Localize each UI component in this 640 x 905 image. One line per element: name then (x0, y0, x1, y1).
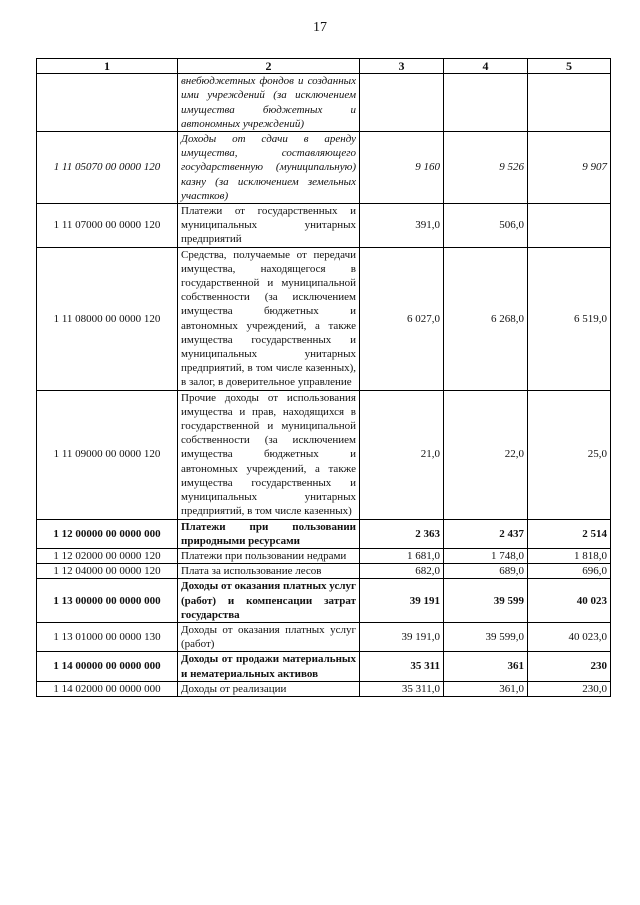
row-value-3 (360, 74, 444, 132)
row-value-4 (444, 74, 528, 132)
row-value-5 (528, 74, 611, 132)
row-value-4: 689,0 (444, 564, 528, 579)
row-name: внебюджетных фондов и созданных ими учреждений (за исключением имущества бюджетных и автономных учреждений) (178, 74, 360, 132)
table-row (37, 390, 611, 519)
row-value-3: 682,0 (360, 564, 444, 579)
row-name: Доходы от сдачи в аренду имущества, составляющего государственную (муниципальную) казну (за исключением земельных участков) (178, 132, 360, 204)
row-value-3: 9 160 (360, 132, 444, 204)
row-value-4: 361 (444, 652, 528, 681)
row-value-5 (528, 204, 611, 248)
table-header-row (37, 59, 611, 74)
table-row (37, 681, 611, 696)
table-row (37, 519, 611, 548)
column-header-1: 1 (37, 59, 178, 74)
row-name: Платежи от государственных и муниципальных унитарных предприятий (178, 204, 360, 248)
table-row (37, 204, 611, 248)
row-code: 1 11 07000 00 0000 120 (37, 204, 178, 248)
row-name: Прочие доходы от использования имущества и прав, находящихся в государственной и муниципальной собственности (за исключением имущества бюджетных и автономных учреждений, а также имущества государственных и муниципальных унитарных предприятий, в том числе казенных) (178, 390, 360, 519)
row-value-5: 40 023 (528, 579, 611, 623)
row-value-4: 39 599 (444, 579, 528, 623)
table-row (37, 548, 611, 563)
row-value-3: 391,0 (360, 204, 444, 248)
row-value-5: 40 023,0 (528, 622, 611, 651)
row-name: Доходы от оказания платных услуг (работ) (178, 622, 360, 651)
row-name: Платежи при пользовании природными ресурсами (178, 519, 360, 548)
row-code: 1 11 09000 00 0000 120 (37, 390, 178, 519)
row-value-4: 39 599,0 (444, 622, 528, 651)
row-code: 1 13 01000 00 0000 130 (37, 622, 178, 651)
table-row (37, 132, 611, 204)
row-value-3: 35 311,0 (360, 681, 444, 696)
row-value-5: 6 519,0 (528, 247, 611, 390)
row-code: 1 12 00000 00 0000 000 (37, 519, 178, 548)
table-row (37, 579, 611, 623)
row-value-3: 35 311 (360, 652, 444, 681)
column-header-3: 3 (360, 59, 444, 74)
row-name: Доходы от реализации (178, 681, 360, 696)
row-value-3: 39 191,0 (360, 622, 444, 651)
row-value-3: 39 191 (360, 579, 444, 623)
column-header-2: 2 (178, 59, 360, 74)
row-name: Средства, получаемые от передачи имущества, находящегося в государственной и муниципальной собственности (за исключением имущества бюджетных и автономных учреждений, а также имущества государственных и муниципальных унитарных предприятий, в том числе казенных), в залог, в доверительное управление (178, 247, 360, 390)
row-code: 1 11 05070 00 0000 120 (37, 132, 178, 204)
row-value-4: 6 268,0 (444, 247, 528, 390)
column-header-5: 5 (528, 59, 611, 74)
table-row (37, 74, 611, 132)
row-value-3: 21,0 (360, 390, 444, 519)
row-code: 1 12 02000 00 0000 120 (37, 548, 178, 563)
row-value-5: 696,0 (528, 564, 611, 579)
row-value-5: 230 (528, 652, 611, 681)
row-name: Плата за использование лесов (178, 564, 360, 579)
budget-table (36, 58, 611, 697)
row-code: 1 12 04000 00 0000 120 (37, 564, 178, 579)
row-name: Доходы от продажи материальных и нематериальных активов (178, 652, 360, 681)
row-value-5: 1 818,0 (528, 548, 611, 563)
table-row (37, 564, 611, 579)
row-value-4: 22,0 (444, 390, 528, 519)
row-value-3: 2 363 (360, 519, 444, 548)
row-code: 1 13 00000 00 0000 000 (37, 579, 178, 623)
row-name: Доходы от оказания платных услуг (работ) и компенсации затрат государства (178, 579, 360, 623)
row-value-3: 6 027,0 (360, 247, 444, 390)
table-row (37, 622, 611, 651)
row-value-4: 506,0 (444, 204, 528, 248)
row-value-4: 361,0 (444, 681, 528, 696)
row-code (37, 74, 178, 132)
row-value-5: 25,0 (528, 390, 611, 519)
row-value-5: 2 514 (528, 519, 611, 548)
column-header-4: 4 (444, 59, 528, 74)
row-value-4: 9 526 (444, 132, 528, 204)
row-value-3: 1 681,0 (360, 548, 444, 563)
page-number: 17 (313, 20, 327, 35)
row-value-4: 1 748,0 (444, 548, 528, 563)
row-value-4: 2 437 (444, 519, 528, 548)
row-value-5: 9 907 (528, 132, 611, 204)
row-code: 1 14 02000 00 0000 000 (37, 681, 178, 696)
row-code: 1 14 00000 00 0000 000 (37, 652, 178, 681)
row-code: 1 11 08000 00 0000 120 (37, 247, 178, 390)
row-value-5: 230,0 (528, 681, 611, 696)
row-name: Платежи при пользовании недрами (178, 548, 360, 563)
table-row (37, 652, 611, 681)
table-row (37, 247, 611, 390)
